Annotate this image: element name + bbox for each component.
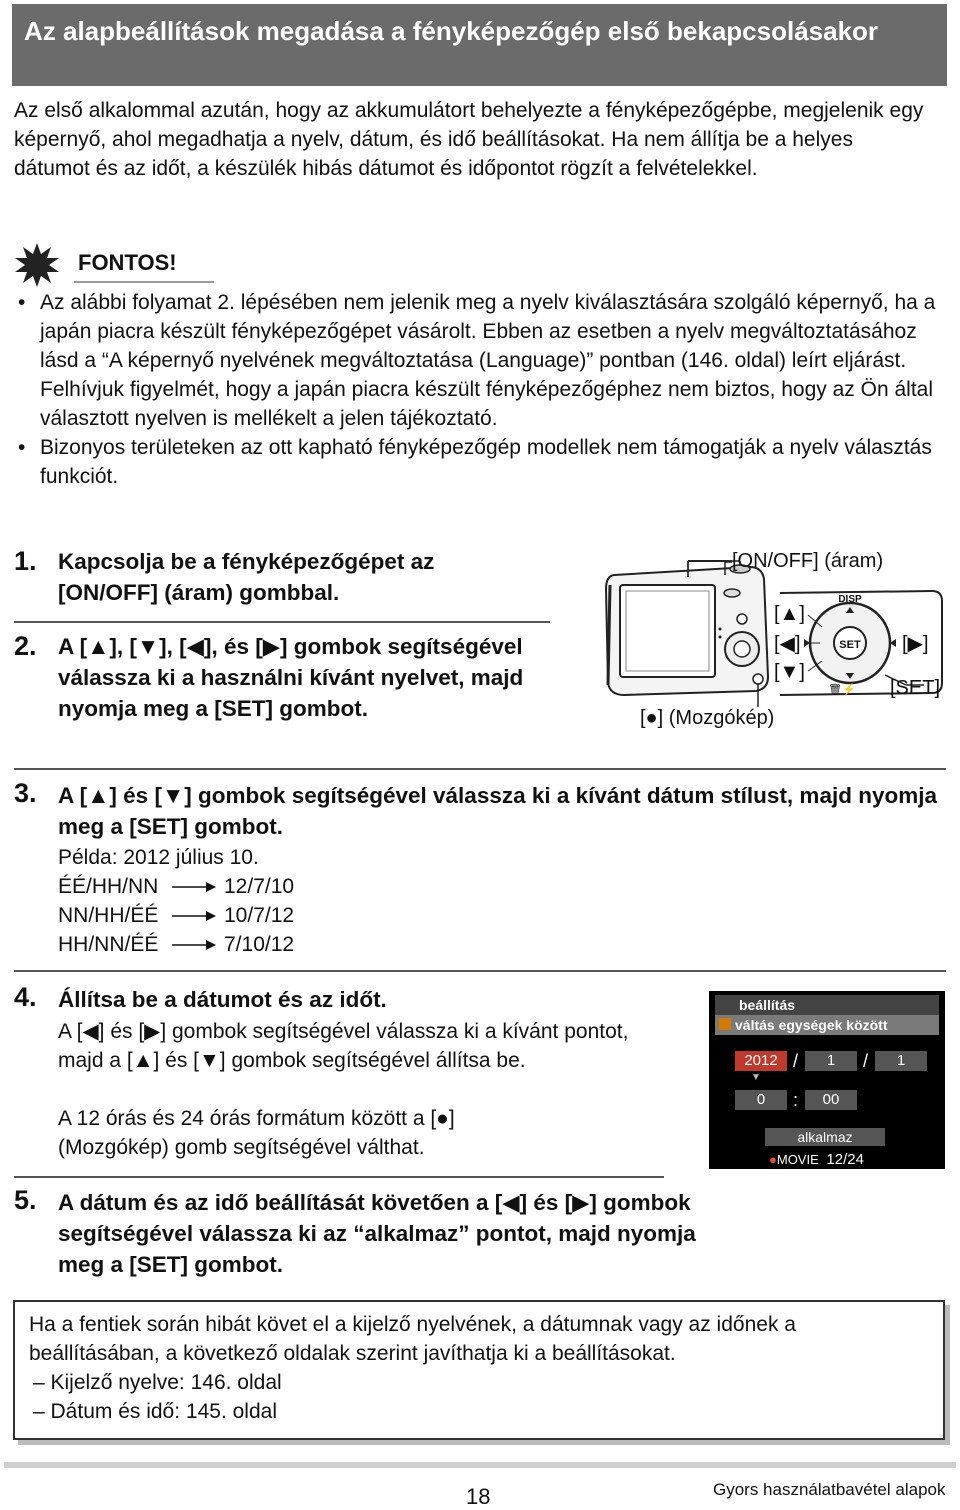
set-button-label: [SET] [890,677,941,699]
svg-text:DISP: DISP [838,594,862,605]
important-underline [74,281,214,283]
important-bullets [14,288,939,491]
divider [14,768,946,770]
lcd-day-field: 1 [875,1051,927,1071]
example-title: Példa: 2012 július 10. [58,846,259,869]
important-label: FONTOS! [78,250,177,275]
step-number: 2. [14,631,37,661]
step-4-detail-2: A 12 órás és 24 órás formátum között a [●] (Mozgókép) gomb segítségével válthat. [58,1107,455,1159]
date-format-row [58,872,294,901]
lcd-hour-field: 0 [735,1090,787,1110]
note-box [13,1300,945,1440]
format-name: NN/HH/ÉÉ [58,904,159,927]
lcd-minute-field: 00 [805,1090,857,1110]
svg-text:SET: SET [839,639,861,651]
up-button-label: [▲] [774,603,805,625]
footer-section: Gyors használatbavétel alapok [713,1480,946,1499]
lcd-title-bar [715,995,939,1015]
lcd-movie-tag: MOVIE [776,1152,819,1167]
step-number: 3. [14,778,37,808]
movie-button-label: [●] (Mozgókép) [640,707,775,729]
step-number: 5. [14,1185,37,1215]
divider [14,970,946,972]
step-number: 1. [14,546,37,576]
step-3-text: A [▲] és [▼] gombok segítségével válassza ki a kívánt dátum stílust, majd nyomja meg a [SET] gombot. [58,783,937,839]
format-value: 10/7/12 [224,904,295,927]
step-5-text: A dátum és az idő beállítását követően a [◀] és [▶] gombok segítségével válassza ki az “alkalmaz” pontot, majd nyomja meg a [SET] gombot. [58,1190,696,1277]
date-format-row [58,901,294,930]
arrow-right-icon [170,910,218,922]
date-format-row [58,930,294,959]
lcd-subtitle: váltás egységek között [735,1017,888,1033]
page-number: 18 [466,1484,491,1509]
lcd-footer [769,1151,864,1168]
footer-rule [4,1462,956,1468]
on-off-label: [ON/OFF] (áram) [732,550,884,572]
lcd-year-down-icon: ▼ [751,1072,761,1083]
step-1-text: Kapcsolja be a fényképezőgépet az [ON/OFF] (áram) gombbal. [58,549,435,605]
arrow-right-icon [170,939,218,951]
arrow-right-icon [170,881,218,893]
date-format-list [58,872,294,959]
format-name: ÉÉ/HH/NN [58,875,159,898]
step-number: 4. [14,982,37,1012]
lcd-separator: / [793,1051,799,1071]
step-4-detail-1: A [◀] és [▶] gombok segítségével válassza ki a kívánt pontot, majd a [▲] és [▼] gombok segítségével állítsa be. [58,1020,629,1072]
step-2-text: A [▲], [▼], [◀], és [▶] gombok segítségével válassza ki a használni kívánt nyelvet, majd nyomja meg a [SET] gombot. [58,634,524,721]
format-value: 7/10/12 [224,933,295,956]
divider [14,621,550,623]
down-button-label: [▼] [774,661,805,683]
lcd-menu-icon [719,1018,731,1030]
starburst-icon [14,242,60,288]
lcd-record-icon: ● [769,1152,777,1167]
lcd-year-field: 2012 [735,1051,787,1071]
intro-paragraph: Az első alkalommal azután, hogy az akkumulátort behelyezte a fényképezőgépbe, megjelenik egy képernyő, ahol megadhatja a nyelv, dátum, és idő beállításokat. Ha nem állítja be a helyes dátumot és az időt, a készülék hibás dátumot és időpontot rögzít a felvételekkel. [14,99,924,180]
lcd-title: beállítás [739,997,796,1013]
svg-text:🗑⚡: 🗑⚡ [828,684,856,696]
lcd-format: 12/24 [826,1151,864,1168]
left-button-label: [◀] [774,633,801,655]
camera-illustration [580,545,950,740]
note-item: – Dátum és idő: 145. oldal [33,1400,277,1423]
lcd-month-field: 1 [805,1051,857,1071]
divider [14,1176,664,1178]
lcd-apply-button: alkalmaz [765,1128,885,1146]
bullet-item: • Az alábbi folyamat 2. lépésében nem jelenik meg a nyelv kiválasztására szolgáló képernyő, ha a japán piacra készült fényképezőgépet vásárolt. Ebben az esetben a nyelv megváltoztatásához lásd a “A képernyő nyelvének megváltoztatása (Language)” pontban (146. oldal) leírt eljárást. Felhívjuk figyelmét, hogy a japán piacra készült fényképezőgéphez nem biztos, hogy az Ön által választott nyelven is mellékelt a jelen tájékoztató. [14,288,939,433]
note-text: Ha a fentiek során hibát követ el a kijelző nyelvének, a dátumnak vagy az időnek a beállításában, a következő oldalak szerint javíthatja ki a beállításokat. [29,1313,796,1365]
lcd-subtitle-bar [715,1015,939,1035]
camera-lcd-screen [709,991,945,1169]
note-item: – Kijelző nyelve: 146. oldal [33,1371,282,1394]
format-name: HH/NN/ÉÉ [58,933,159,956]
lcd-separator: / [863,1051,869,1071]
bullet-item: • Bizonyos területeken az ott kapható fényképezőgép modellek nem támogatják a nyelv választás funkciót. [14,433,939,491]
right-button-label: [▶] [902,633,929,655]
step-4-text: Állítsa be a dátumot és az időt. [58,987,387,1012]
format-value: 12/7/10 [224,875,295,898]
page-header: Az alapbeállítások megadása a fényképezőgép első bekapcsolásakor [12,4,947,86]
lcd-separator: : [793,1090,799,1110]
